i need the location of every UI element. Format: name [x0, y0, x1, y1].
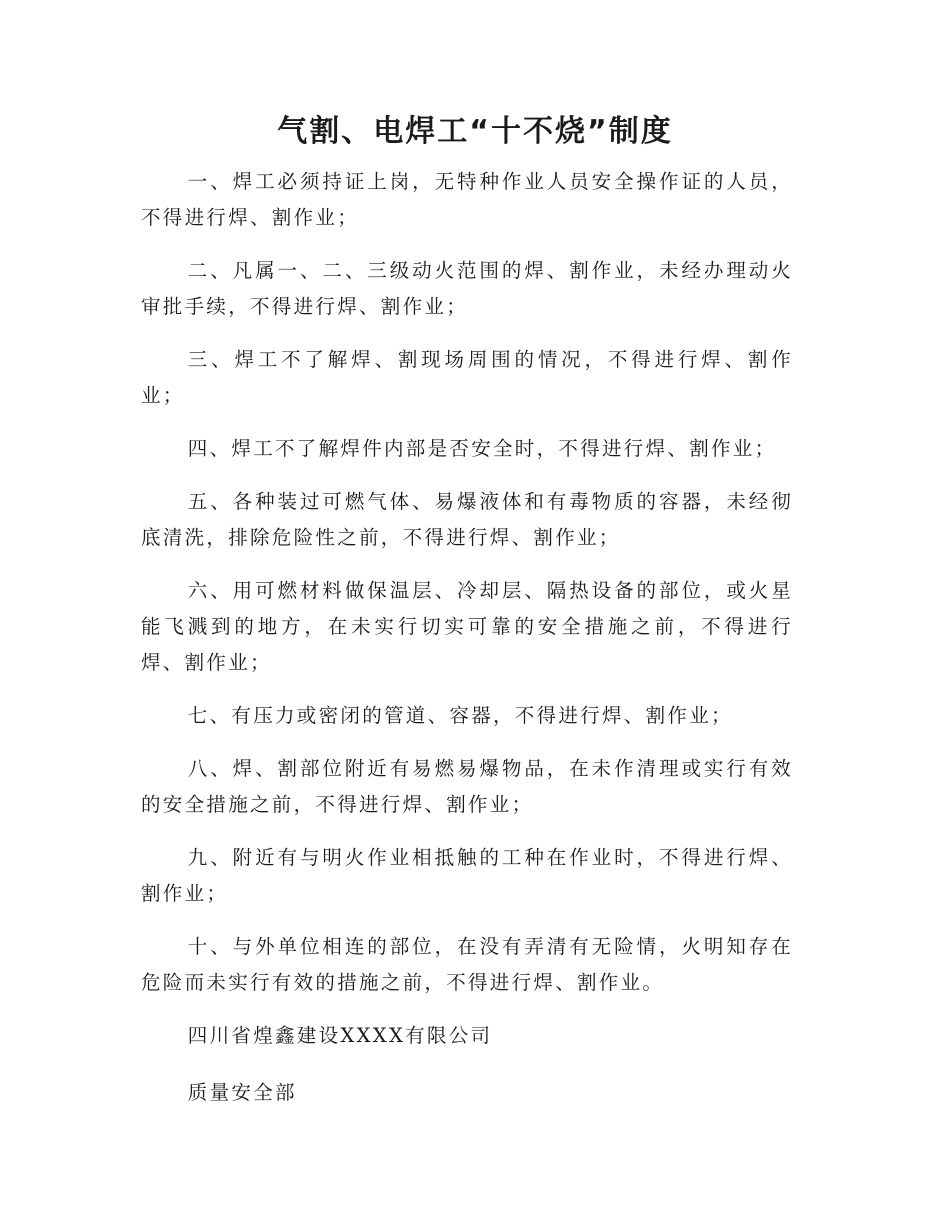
document-title: 气割、电焊工“十不烧”制度 — [277, 114, 673, 149]
rule-8: 八、焊、割部位附近有易燃易爆物品，在未作清理或实行有效的安全措施之前，不得进行焊、割作业； — [141, 757, 793, 816]
rule-1: 一、焊工必须持证上岗，无特种作业人员安全操作证的人员，不得进行焊、割作业； — [141, 170, 793, 229]
rule-4: 四、焊工不了解焊件内部是否安全时，不得进行焊、割作业； — [187, 437, 777, 460]
rule-7: 七、有压力或密闭的管道、容器，不得进行焊、割作业； — [187, 704, 733, 727]
rule-9: 九、附近有与明火作业相抵触的工种在作业时，不得进行焊、割作业； — [141, 846, 793, 905]
rule-3: 三、焊工不了解焊、割现场周围的情况，不得进行焊、割作业； — [141, 348, 793, 407]
rule-10: 十、与外单位相连的部位，在没有弄清有无险情，火明知存在危险而未实行有效的措施之前，不得进行焊、割作业。 — [141, 935, 793, 994]
company-name: 四川省煌鑫建设XXXX有限公司 — [187, 1024, 493, 1047]
rule-2: 二、凡属一、二、三级动火范围的焊、割作业，未经办理动火审批手续，不得进行焊、割作业； — [141, 259, 793, 318]
rule-6: 六、用可燃材料做保温层、冷却层、隔热设备的部位，或火星能飞溅到的地方，在未实行切实可靠的安全措施之前，不得进行焊、割作业； — [141, 579, 793, 674]
rule-5: 五、各种装过可燃气体、易爆液体和有毒物质的容器，未经彻底清洗，排除危险性之前，不得进行焊、割作业； — [141, 490, 793, 549]
department-name: 质量安全部 — [187, 1081, 297, 1104]
document-body — [141, 164, 793, 1132]
